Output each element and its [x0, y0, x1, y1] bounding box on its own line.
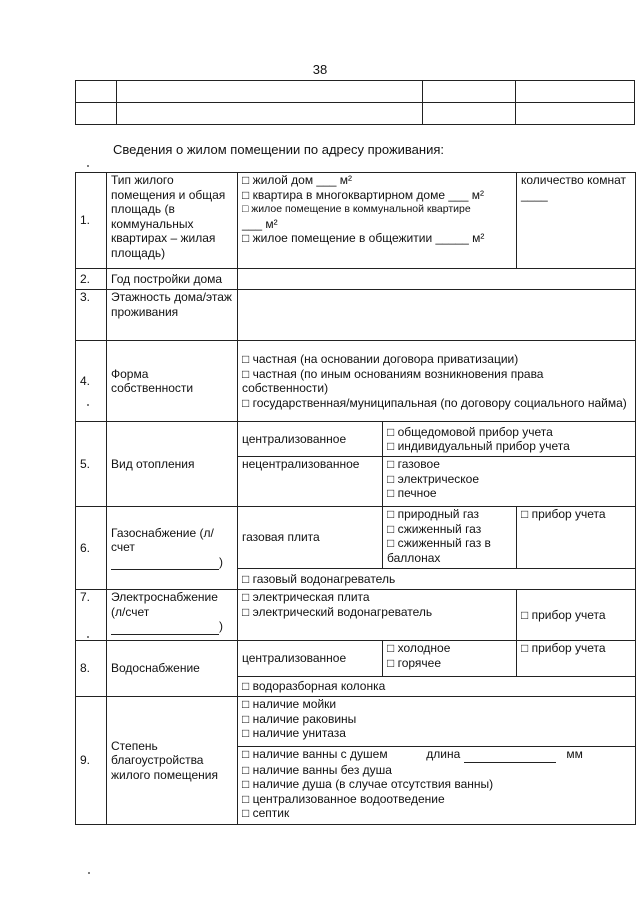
gas-meter-option[interactable]: □ прибор учета: [517, 507, 636, 569]
page-number: 38: [312, 62, 328, 77]
option-central-drainage[interactable]: □ централизованное водоотведение: [242, 791, 445, 806]
row-amenities: [76, 697, 636, 747]
option-communal[interactable]: □ жилое помещение в коммунальной квартире: [242, 203, 471, 215]
option-communal-area: ___ м²: [242, 216, 278, 231]
option-bottled-gas[interactable]: □ сжиженный газ в баллонах: [387, 536, 491, 565]
row-heating: [76, 422, 636, 457]
scan-speck: [87, 165, 89, 167]
scan-speck: [87, 404, 89, 406]
option-liquefied-gas[interactable]: □ сжиженный газ: [387, 521, 482, 536]
gas-stove: газовая плита: [238, 507, 383, 569]
top-blank-table: [75, 80, 635, 125]
gas-type-options: [383, 507, 517, 569]
electricity-account-field[interactable]: [111, 619, 219, 635]
option-electric-heating[interactable]: □ электрическое: [387, 471, 480, 486]
heating-central-options: [383, 422, 636, 457]
water-meter-option[interactable]: □ прибор учета: [517, 641, 636, 677]
row-number: 8.: [76, 641, 107, 697]
row-label: Тип жилого помещения и общая площадь (в коммунальных квартирах – жилая площадь): [107, 173, 238, 269]
option-common-meter[interactable]: □ общедомовой прибор учета: [387, 424, 553, 439]
scan-speck: [87, 636, 89, 638]
option-dormitory[interactable]: □ жилое помещение в общежитии _____ м²: [242, 231, 485, 245]
option-washbasin[interactable]: □ наличие раковины: [242, 711, 357, 726]
electricity-meter-option[interactable]: □ прибор учета: [517, 590, 636, 641]
electricity-account-close: ): [219, 619, 223, 633]
housing-info-table: [75, 172, 636, 825]
option-natural-gas[interactable]: □ природный газ: [387, 507, 479, 521]
option-bath-shower[interactable]: □ наличие ванны с душем длина мм: [242, 747, 583, 761]
electricity-options: [238, 590, 517, 641]
option-individual-meter[interactable]: □ индивидуальный прибор учета: [387, 439, 570, 453]
build-year-value[interactable]: [238, 269, 636, 290]
amenities-options-b: [238, 747, 636, 825]
option-private-privatization[interactable]: □ частная (на основании договора приватизации): [242, 352, 519, 366]
gas-heater-option[interactable]: □ газовый водонагреватель: [238, 569, 636, 590]
scan-speck: [88, 872, 90, 874]
row-number: 6.: [76, 507, 107, 590]
option-house[interactable]: □ жилой дом ___ м²: [242, 173, 353, 187]
row-ownership: [76, 341, 636, 422]
gas-account-field[interactable]: [111, 555, 219, 571]
option-electric-heater[interactable]: □ электрический водонагреватель: [242, 604, 433, 619]
row-number: 9.: [76, 697, 107, 825]
rooms-count[interactable]: количество комнат ____: [517, 173, 636, 269]
length-unit: мм: [566, 747, 583, 761]
row-label: [107, 507, 238, 590]
row-water: [76, 641, 636, 677]
option-stove-heating[interactable]: □ печное: [387, 486, 437, 500]
row-number: 2.: [76, 269, 107, 290]
amenities-options-a: [238, 697, 636, 747]
row-gas: [76, 507, 636, 569]
option-electric-stove[interactable]: □ электрическая плита: [242, 590, 370, 604]
option-hot-water[interactable]: □ горячее: [387, 655, 442, 670]
row-label: Год постройки дома: [107, 269, 238, 290]
row-number: 5.: [76, 422, 107, 507]
ownership-options: [238, 341, 636, 422]
row-number: 1.: [76, 173, 107, 269]
row-label: [107, 590, 238, 641]
water-type-options: [383, 641, 517, 677]
row-floors: [76, 290, 636, 341]
row-electricity: [76, 590, 636, 641]
length-label: длина: [426, 747, 461, 761]
row-housing-type: [76, 173, 636, 269]
gas-label: Газоснабжение (л/счет: [111, 525, 214, 555]
option-cold-water[interactable]: □ холодное: [387, 641, 451, 655]
option-toilet[interactable]: □ наличие унитаза: [242, 726, 346, 740]
option-shower-only[interactable]: □ наличие душа (в случае отсутствия ванны): [242, 777, 494, 791]
row-number: 4.: [76, 341, 107, 422]
option-private-other[interactable]: □ частная (по иным основаниям возникновения права собственности): [242, 366, 544, 395]
heating-central: централизованное: [238, 422, 383, 457]
option-state-municipal[interactable]: □ государственная/муниципальная (по договору социального найма): [242, 395, 627, 410]
option-bath-no-shower[interactable]: □ наличие ванны без душа: [242, 762, 392, 777]
row-label: Форма собственности: [107, 341, 238, 422]
electricity-label: Электроснабжение (л/счет: [111, 590, 218, 619]
row-label: Водоснабжение: [107, 641, 238, 697]
row-label: Степень благоустройства жилого помещения: [107, 697, 238, 825]
water-central: централизованное: [238, 641, 383, 677]
option-septic[interactable]: □ септик: [242, 806, 290, 820]
option-apartment[interactable]: □ квартира в многоквартирном доме ___ м²: [242, 187, 484, 202]
housing-type-options: [238, 173, 517, 269]
heating-noncentral: нецентрализованное: [238, 457, 383, 507]
row-build-year: [76, 269, 636, 290]
row-label: Вид отопления: [107, 422, 238, 507]
option-sink[interactable]: □ наличие мойки: [242, 697, 337, 711]
row-number: 7.: [76, 590, 107, 641]
heating-noncentral-options: [383, 457, 636, 507]
length-field[interactable]: [464, 747, 556, 763]
gas-account-close: ): [219, 554, 223, 569]
row-number: 3.: [76, 290, 107, 341]
option-gas-heating[interactable]: □ газовое: [387, 457, 440, 471]
water-column-option[interactable]: □ водоразборная колонка: [238, 677, 636, 697]
section-heading: Сведения о жилом помещении по адресу проживания:: [113, 142, 445, 157]
floors-value[interactable]: [238, 290, 636, 341]
row-label: Этажность дома/этаж проживания: [107, 290, 238, 341]
